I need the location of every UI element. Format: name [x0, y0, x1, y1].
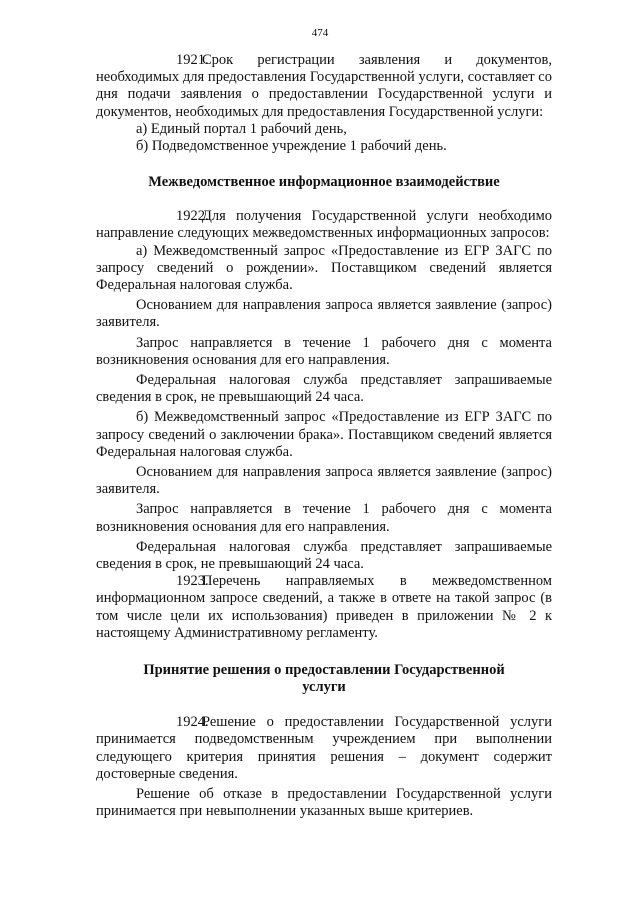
section-heading: Принятие решения о предоставлении Государственной услуги: [143, 662, 505, 696]
section-heading: Межведомственное информационное взаимодействие: [148, 174, 500, 191]
request-a-basis: Основанием для направления запроса является заявление (запрос) заявителя.: [96, 297, 552, 331]
request-b-basis: Основанием для направления запроса является заявление (запрос) заявителя.: [96, 464, 552, 498]
paragraph-1924: [96, 714, 552, 783]
clause-text: Решение о предоставлении Государственной услуги принимается подведомственным учреждением при выполнении следующего критерия принятия решения – документ содержит достоверные сведения.: [96, 714, 552, 782]
request-a: а) Межведомственный запрос «Предоставление из ЕГР ЗАГС по запросу сведений о рождении». Поставщиком сведений является Федеральная налоговая служба.: [96, 242, 552, 294]
request-b-timing: Запрос направляется в течение 1 рабочего дня с момента возникновения основания для его направления.: [96, 501, 552, 535]
paragraph-1921: [96, 52, 552, 121]
clause-number: 1924.: [176, 714, 209, 731]
paragraph-1924-refusal: Решение об отказе в предоставлении Государственной услуги принимается при невыполнении указанных выше критериев.: [96, 785, 552, 820]
clause-number: 1921.: [176, 52, 209, 68]
request-a-response: Федеральная налоговая служба представляет запрашиваемые сведения в срок, не превышающий 24 часа.: [96, 372, 552, 406]
clause-text: Срок регистрации заявления и документов, необходимых для предоставления Государственной услуги, составляет со дня подачи заявления о предоставлении Государственной услуги и документов, необходимых для предоставления Государственной услуги:: [96, 52, 552, 120]
clause-text: Перечень направляемых в межведомственном информационном запросе сведений, а также в ответе на такой запрос (в том числе цели их использования) приведен в приложении № 2 к настоящему Административному регламенту.: [96, 573, 552, 641]
page-number: 474: [311, 27, 329, 39]
clause-number: 1922.: [176, 208, 209, 225]
paragraph-1923: [96, 573, 552, 642]
paragraph-1922: [96, 208, 552, 242]
list-item: б) Подведомственное учреждение 1 рабочий день.: [136, 138, 447, 155]
request-b: б) Межведомственный запрос «Предоставление из ЕГР ЗАГС по запросу сведений о заключении брака». Поставщиком сведений является Федеральная налоговая служба.: [96, 409, 552, 460]
clause-number: 1923.: [176, 573, 209, 590]
clause-text: Для получения Государственной услуги необходимо направление следующих межведомственных информационных запросов:: [96, 208, 552, 242]
request-a-timing: Запрос направляется в течение 1 рабочего дня с момента возникновения основания для его направления.: [96, 334, 552, 368]
list-item: а) Единый портал 1 рабочий день,: [136, 120, 347, 137]
document-body: [96, 52, 552, 820]
request-b-response: Федеральная налоговая служба представляет запрашиваемые сведения в срок, не превышающий 24 часа.: [96, 538, 552, 573]
